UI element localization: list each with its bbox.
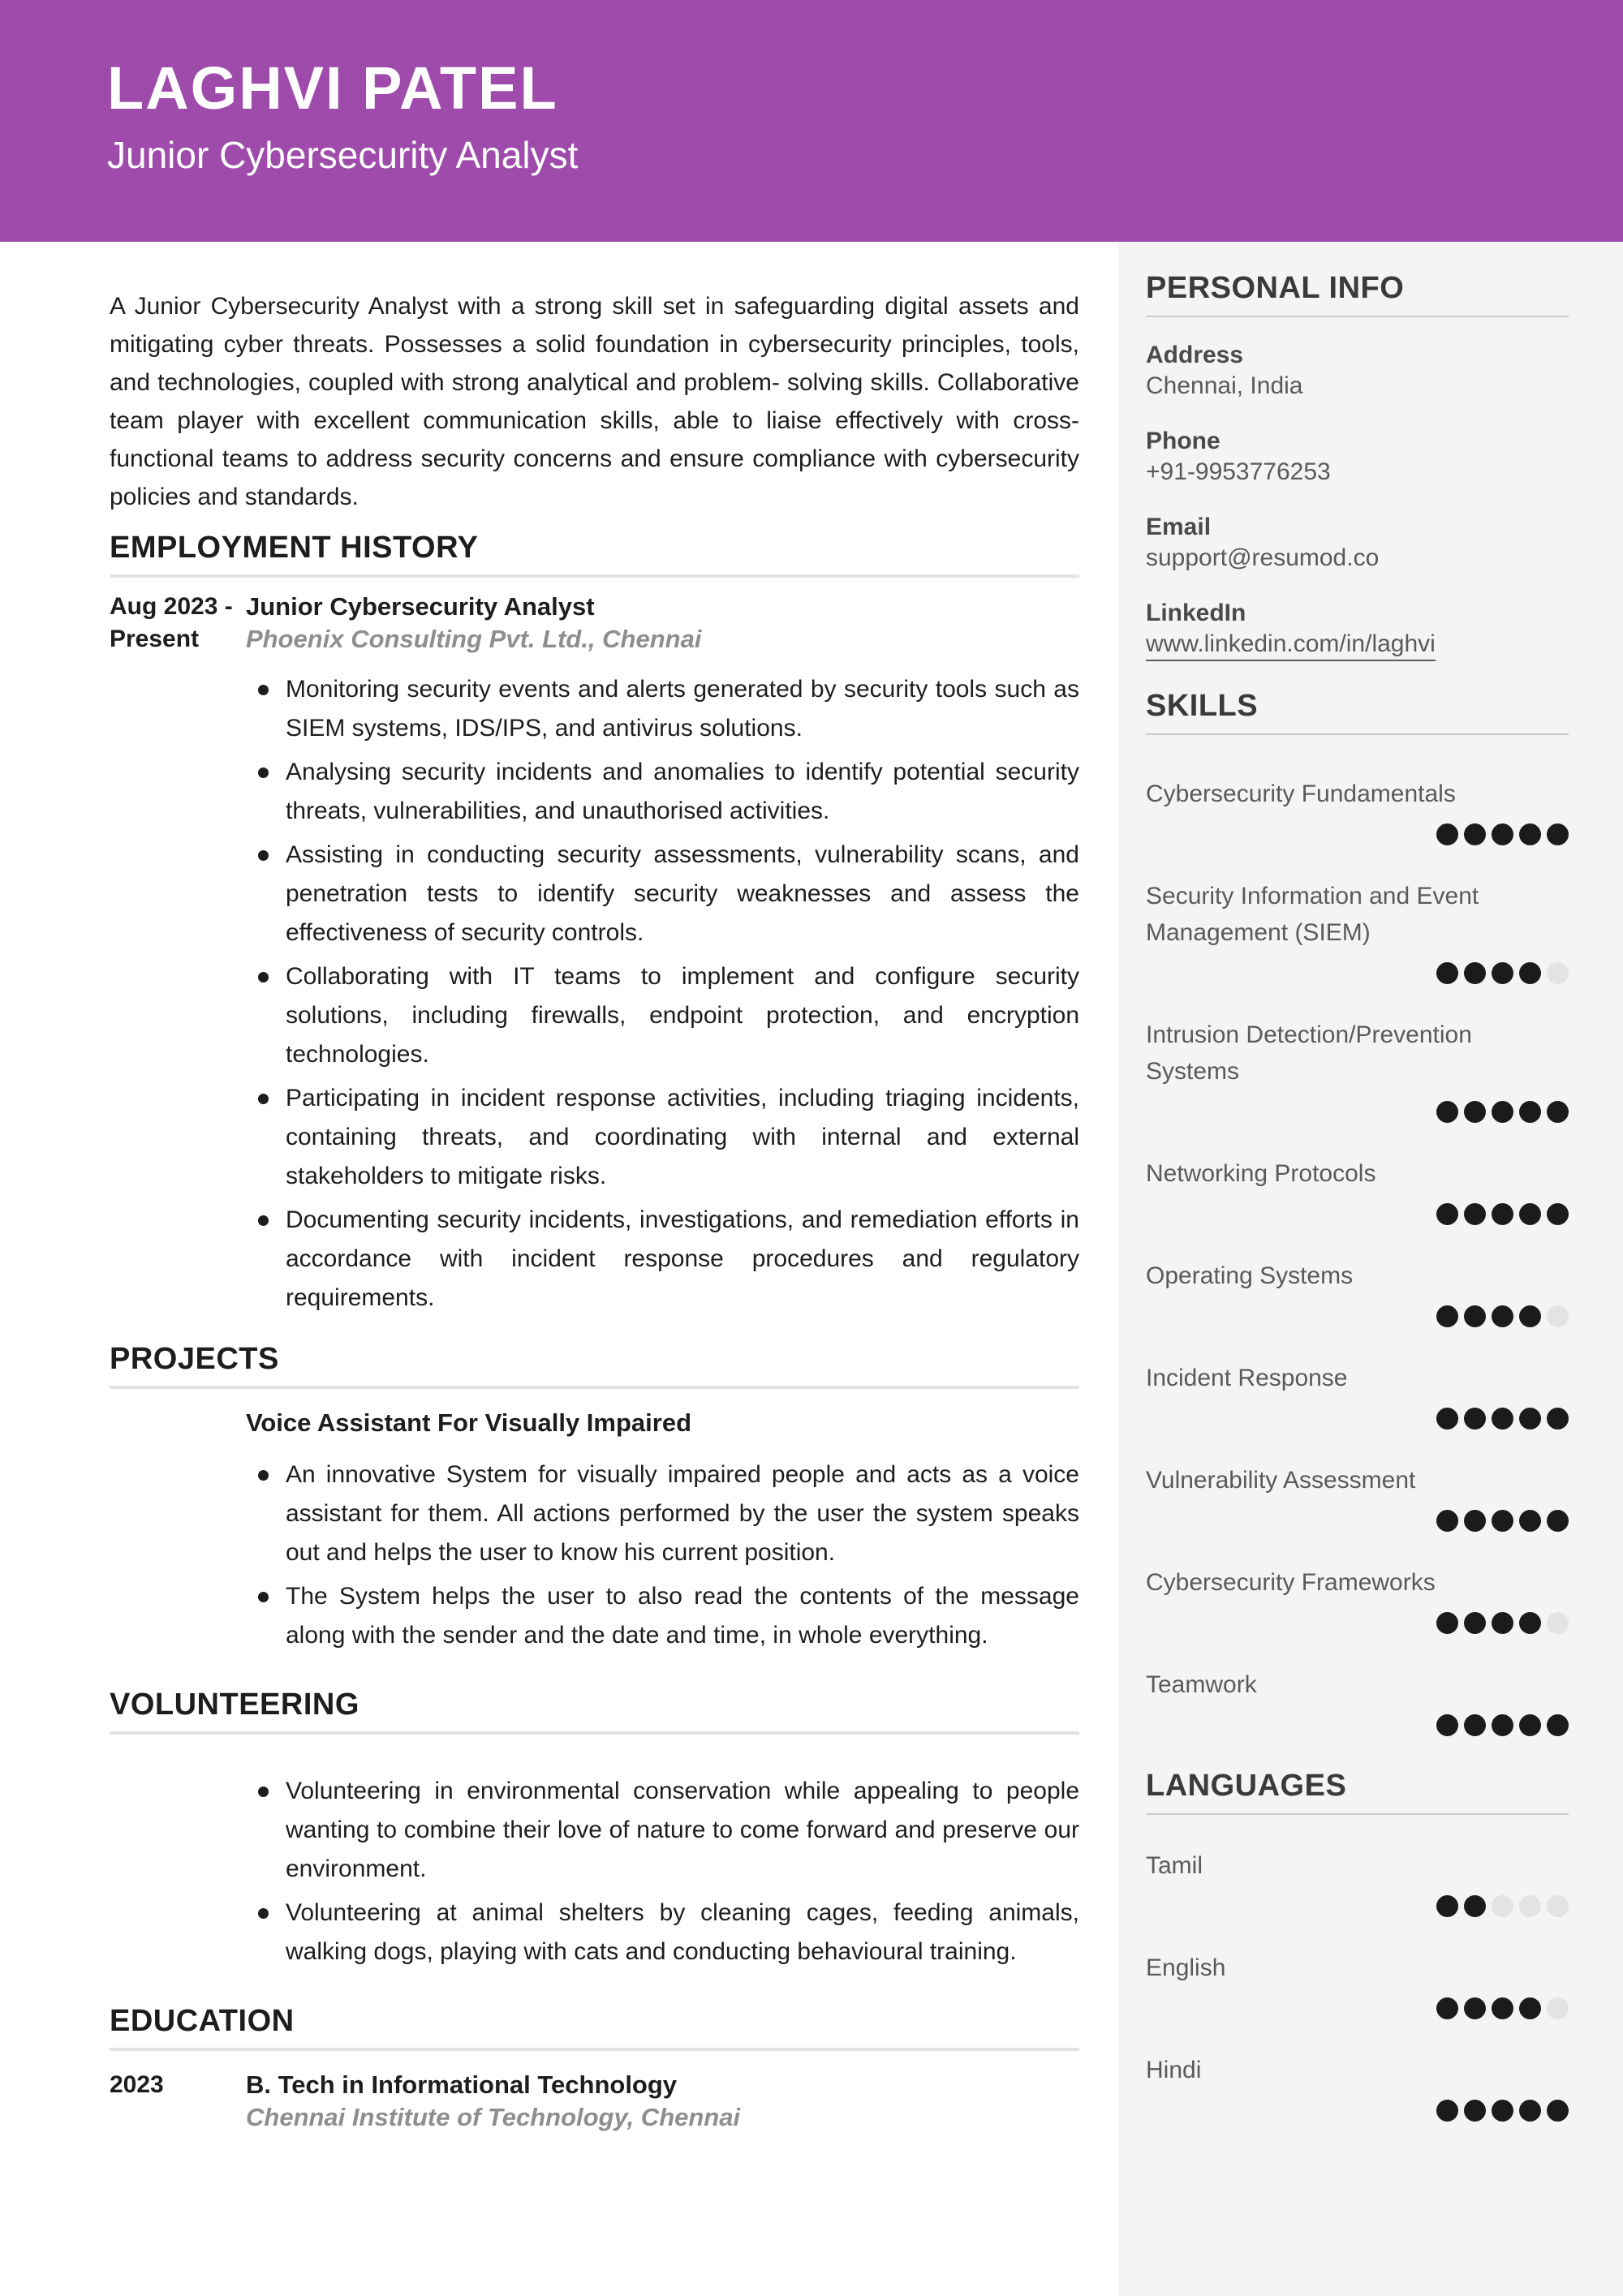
language-rating bbox=[1146, 2100, 1569, 2122]
rating-dot-filled bbox=[1519, 1203, 1541, 1225]
section-heading-volunteering bbox=[110, 1688, 1079, 1735]
language-item bbox=[1146, 2052, 1569, 2122]
field-value: +91-9953776253 bbox=[1146, 458, 1331, 485]
languages-heading-label: LANGUAGES bbox=[1146, 1769, 1347, 1803]
job-bullet: Monitoring security events and alerts generated by security tools such as SIEM systems, IDS/IPS, and antivirus solutions. bbox=[246, 670, 1079, 748]
rating-dot-filled bbox=[1547, 2100, 1569, 2122]
skills-heading-label: SKILLS bbox=[1146, 689, 1259, 723]
person-job-title: Junior Cybersecurity Analyst bbox=[107, 134, 579, 176]
skill-rating bbox=[1146, 1408, 1569, 1430]
skill-item bbox=[1146, 1360, 1569, 1430]
job-entry bbox=[110, 591, 1079, 656]
job-date-range bbox=[110, 591, 246, 656]
skill-item bbox=[1146, 1564, 1569, 1634]
rating-dot-filled bbox=[1464, 1305, 1486, 1327]
rating-dot-filled bbox=[1547, 1203, 1569, 1225]
rating-dot-filled bbox=[1436, 2100, 1458, 2122]
rating-dot-filled bbox=[1519, 1510, 1541, 1532]
skill-name: Incident Response bbox=[1146, 1365, 1348, 1391]
rating-dot-filled bbox=[1519, 1408, 1541, 1430]
skill-item bbox=[1146, 1462, 1569, 1532]
rating-dot-filled bbox=[1436, 1510, 1458, 1532]
rating-dot-filled bbox=[1492, 1714, 1513, 1736]
personal-info-fields bbox=[1146, 340, 1569, 661]
rating-dot-filled bbox=[1464, 1101, 1486, 1123]
sidebar bbox=[1118, 242, 1623, 2296]
rating-dot-filled bbox=[1436, 1305, 1458, 1327]
languages-list bbox=[1146, 1847, 1569, 2122]
skill-name: Cybersecurity Frameworks bbox=[1146, 1569, 1436, 1596]
personal-info-heading-label: PERSONAL INFO bbox=[1146, 271, 1405, 305]
section-heading-employment bbox=[110, 531, 1079, 578]
skill-item bbox=[1146, 878, 1569, 984]
header-band bbox=[0, 0, 1623, 242]
education-entry bbox=[110, 2069, 1079, 2134]
rating-dot-filled bbox=[1492, 962, 1513, 984]
projects-heading-label: PROJECTS bbox=[110, 1342, 279, 1376]
job-bullet-list bbox=[246, 670, 1079, 1318]
field-label: Phone bbox=[1146, 428, 1220, 454]
rating-dot-filled bbox=[1464, 962, 1486, 984]
rating-dot-filled bbox=[1492, 1203, 1513, 1225]
rating-dot-filled bbox=[1547, 823, 1569, 845]
skill-item bbox=[1146, 1155, 1569, 1225]
rating-dot-filled bbox=[1464, 1612, 1486, 1634]
language-name: English bbox=[1146, 1954, 1226, 1981]
job-date-end: Present bbox=[110, 626, 200, 652]
rating-dot-filled bbox=[1519, 1305, 1541, 1327]
rating-dot-filled bbox=[1436, 1714, 1458, 1736]
language-name: Hindi bbox=[1146, 2057, 1202, 2083]
education-heading-label: EDUCATION bbox=[110, 2004, 295, 2038]
rating-dot-filled bbox=[1492, 1101, 1513, 1123]
rating-dot-filled bbox=[1519, 823, 1541, 845]
language-item bbox=[1146, 1950, 1569, 2019]
skill-item bbox=[1146, 1666, 1569, 1736]
rating-dot-filled bbox=[1492, 1408, 1513, 1430]
rating-dot-filled bbox=[1519, 1101, 1541, 1123]
rating-dot-empty bbox=[1547, 1305, 1569, 1327]
rating-dot-filled bbox=[1492, 1305, 1513, 1327]
linkedin-link[interactable]: www.linkedin.com/in/laghvi bbox=[1146, 629, 1436, 661]
skills-list bbox=[1146, 776, 1569, 1736]
rating-dot-filled bbox=[1436, 1612, 1458, 1634]
job-bullet: Documenting security incidents, investigations, and remediation efforts in accordance with incident response procedures and regulatory requirements. bbox=[246, 1201, 1079, 1318]
rating-dot-filled bbox=[1436, 1895, 1458, 1917]
education-degree: B. Tech in Informational Technology bbox=[246, 2070, 678, 2099]
rating-dot-filled bbox=[1464, 1203, 1486, 1225]
skill-name: Vulnerability Assessment bbox=[1146, 1467, 1416, 1494]
field-label: Address bbox=[1146, 342, 1244, 368]
project-bullet: An innovative System for visually impaired people and acts as a voice assistant for them. All actions performed by the user the system speaks out and helps the user to know his current position. bbox=[246, 1455, 1079, 1572]
personal-info-field bbox=[1146, 598, 1569, 661]
field-value: Chennai, India bbox=[1146, 372, 1303, 399]
employment-heading-label: EMPLOYMENT HISTORY bbox=[110, 531, 479, 565]
section-heading-projects bbox=[110, 1342, 1079, 1389]
project-bullet-list bbox=[246, 1455, 1079, 1655]
rating-dot-filled bbox=[1492, 823, 1513, 845]
skill-rating bbox=[1146, 1510, 1569, 1532]
rating-dot-empty bbox=[1547, 1612, 1569, 1634]
rating-dot-empty bbox=[1547, 1895, 1569, 1917]
rating-dot-filled bbox=[1519, 2100, 1541, 2122]
rating-dot-filled bbox=[1547, 1510, 1569, 1532]
job-date-start: Aug 2023 - bbox=[110, 593, 233, 620]
language-rating bbox=[1146, 1997, 1569, 2019]
section-heading-languages bbox=[1146, 1769, 1569, 1815]
personal-info-field bbox=[1146, 512, 1569, 574]
rating-dot-filled bbox=[1547, 1714, 1569, 1736]
language-name: Tamil bbox=[1146, 1852, 1203, 1879]
rating-dot-filled bbox=[1519, 1997, 1541, 2019]
rating-dot-filled bbox=[1464, 1895, 1486, 1917]
rating-dot-filled bbox=[1436, 962, 1458, 984]
rating-dot-filled bbox=[1547, 1101, 1569, 1123]
job-company: Phoenix Consulting Pvt. Ltd., Chennai bbox=[246, 625, 702, 653]
skill-name: Intrusion Detection/Prevention Systems bbox=[1146, 1021, 1472, 1085]
project-bullet: The System helps the user to also read the contents of the message along with the sender and the date and time, in whole everything. bbox=[246, 1577, 1079, 1655]
job-title: Junior Cybersecurity Analyst bbox=[246, 592, 595, 621]
skill-rating bbox=[1146, 1101, 1569, 1123]
section-heading-personal-info bbox=[1146, 271, 1569, 317]
person-name: LAGHVI PATEL bbox=[107, 54, 558, 122]
language-item bbox=[1146, 1847, 1569, 1917]
main-column bbox=[0, 242, 1118, 2296]
rating-dot-filled bbox=[1464, 1997, 1486, 2019]
section-heading-education bbox=[110, 2004, 1079, 2051]
skill-name: Operating Systems bbox=[1146, 1262, 1354, 1289]
education-school: Chennai Institute of Technology, Chennai bbox=[246, 2103, 741, 2131]
rating-dot-empty bbox=[1519, 1895, 1541, 1917]
rating-dot-filled bbox=[1464, 1510, 1486, 1532]
skill-name: Security Information and Event Management (SIEM) bbox=[1146, 883, 1479, 946]
education-year: 2023 bbox=[110, 2071, 164, 2098]
skill-rating bbox=[1146, 1714, 1569, 1736]
job-bullet: Analysing security incidents and anomalies to identify potential security threats, vulnerabilities, and unauthorised activities. bbox=[246, 753, 1079, 831]
job-bullet: Assisting in conducting security assessments, vulnerability scans, and penetration tests to identify security weaknesses and assess the effectiveness of security controls. bbox=[246, 836, 1079, 952]
language-rating bbox=[1146, 1895, 1569, 1917]
field-label: Email bbox=[1146, 514, 1212, 540]
rating-dot-filled bbox=[1492, 2100, 1513, 2122]
rating-dot-filled bbox=[1547, 1408, 1569, 1430]
rating-dot-filled bbox=[1436, 1997, 1458, 2019]
skill-name: Teamwork bbox=[1146, 1671, 1257, 1698]
job-bullet: Participating in incident response activities, including triaging incidents, containing threats, and coordinating with internal and external stakeholders to mitigate risks. bbox=[246, 1079, 1079, 1196]
rating-dot-empty bbox=[1547, 1997, 1569, 2019]
job-details bbox=[246, 591, 1079, 656]
rating-dot-filled bbox=[1464, 1408, 1486, 1430]
skill-rating bbox=[1146, 1203, 1569, 1225]
field-value: support@resumod.co bbox=[1146, 544, 1380, 571]
rating-dot-filled bbox=[1492, 1510, 1513, 1532]
rating-dot-filled bbox=[1464, 2100, 1486, 2122]
profile-summary: A Junior Cybersecurity Analyst with a strong skill set in safeguarding digital assets and mitigating cyber threats. Possesses a solid foundation in cybersecurity principles, tools, and technologies, coupled with strong analytical and problem- solving skills. Collaborative team player with excellent communication skills, able to liaise effectively with cross- functional teams to address security concerns and ensure compliance with cybersecurity policies and standards. bbox=[110, 293, 1079, 510]
personal-info-field bbox=[1146, 340, 1569, 402]
skill-rating bbox=[1146, 1305, 1569, 1327]
volunteering-bullet: Volunteering in environmental conservation while appealing to people wanting to combine their love of nature to come forward and preserve our environment. bbox=[246, 1772, 1079, 1889]
volunteering-bullet-list bbox=[246, 1772, 1079, 1971]
rating-dot-filled bbox=[1436, 1408, 1458, 1430]
rating-dot-filled bbox=[1492, 1612, 1513, 1634]
volunteering-bullet: Volunteering at animal shelters by cleaning cages, feeding animals, walking dogs, playing with cats and conducting behavioural training. bbox=[246, 1894, 1079, 1971]
skill-rating bbox=[1146, 1612, 1569, 1634]
personal-info-field bbox=[1146, 426, 1569, 488]
skill-item bbox=[1146, 1258, 1569, 1327]
job-bullet: Collaborating with IT teams to implement and configure security solutions, including firewalls, endpoint protection, and encryption technologies. bbox=[246, 957, 1079, 1074]
skill-name: Cybersecurity Fundamentals bbox=[1146, 780, 1456, 807]
rating-dot-filled bbox=[1492, 1997, 1513, 2019]
project-title: Voice Assistant For Visually Impaired bbox=[246, 1408, 692, 1437]
rating-dot-filled bbox=[1436, 823, 1458, 845]
field-label: LinkedIn bbox=[1146, 600, 1246, 626]
education-details bbox=[246, 2069, 1079, 2134]
rating-dot-filled bbox=[1464, 823, 1486, 845]
skill-name: Networking Protocols bbox=[1146, 1160, 1376, 1187]
rating-dot-filled bbox=[1519, 1612, 1541, 1634]
rating-dot-filled bbox=[1436, 1101, 1458, 1123]
skill-rating bbox=[1146, 823, 1569, 845]
volunteering-heading-label: VOLUNTEERING bbox=[110, 1688, 359, 1722]
rating-dot-filled bbox=[1464, 1714, 1486, 1736]
rating-dot-empty bbox=[1492, 1895, 1513, 1917]
rating-dot-filled bbox=[1436, 1203, 1458, 1225]
skill-rating bbox=[1146, 962, 1569, 984]
rating-dot-filled bbox=[1519, 1714, 1541, 1736]
section-heading-skills bbox=[1146, 689, 1569, 735]
skill-item bbox=[1146, 776, 1569, 845]
rating-dot-filled bbox=[1519, 962, 1541, 984]
rating-dot-empty bbox=[1547, 962, 1569, 984]
skill-item bbox=[1146, 1017, 1569, 1123]
